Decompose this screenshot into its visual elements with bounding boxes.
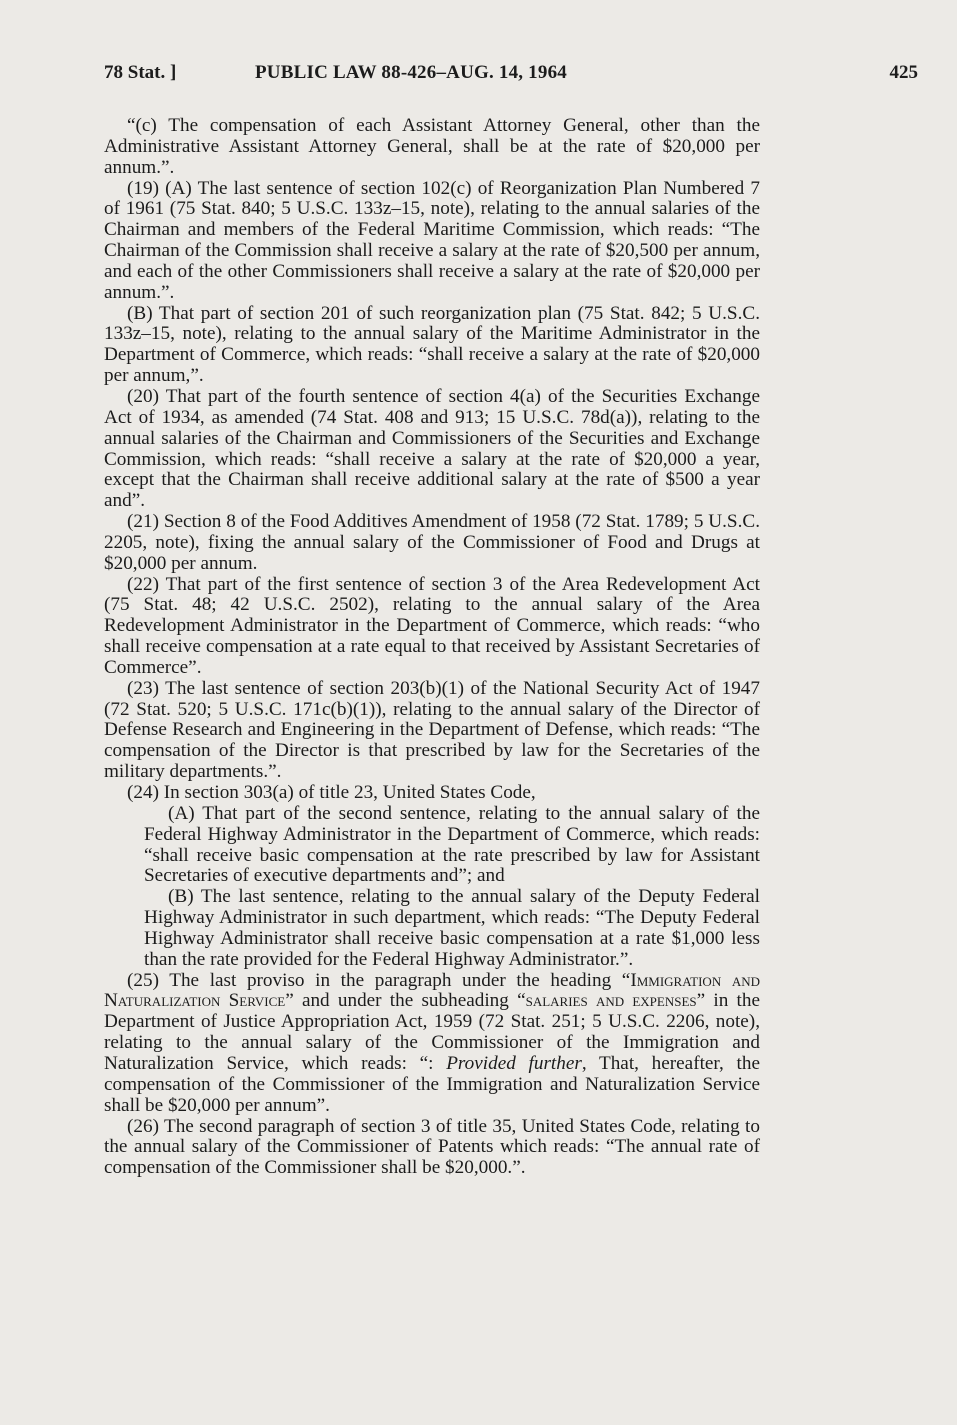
paragraph: (26) The second paragraph of section 3 of title 35, United States Code, relating to the annual salary of the Commissioner of Patents which reads: “The annual rate of compensation of the Commissioner shall be $20,000.”.: [104, 1115, 760, 1179]
paragraph: (20) That part of the fourth sentence of section 4(a) of the Securities Exchange Act of 1934, as amended (74 Stat. 408 and 913; 15 U.S.C. 78d(a)), relating to the annual salaries of the Chairman and Commissioners of the Securities and Exchange Commission, which reads: “shall receive a salary at the rate of $20,000 a year, except that the Chairman shall receive additional salary at the rate of $500 a year and”.: [104, 385, 760, 512]
volume-citation: 78 Stat. ]: [104, 62, 177, 83]
paragraph: (22) That part of the first sentence of section 3 of the Area Redevelopment Act (75 Stat. 48; 42 U.S.C. 2502), relating to the annual salary of the Area Redevelopment Administrator in the Department of Commerce, which reads: “who shall receive compensation at a rate equal to that received by Assistant Secretaries of Commerce”.: [104, 573, 760, 678]
paragraph: “(c) The compensation of each Assistant Attorney General, other than the Administrative Assistant Attorney General, shall be at the rate of $20,000 per annum.”.: [104, 115, 760, 178]
subparagraph: (A) That part of the second sentence, relating to the annual salary of the Federal Highway Administrator in the Department of Commerce, which reads: “shall receive basic compensation at the rate prescribed by law for Assistant Secretaries of executive departments and”; and: [144, 802, 760, 887]
para25-tail: , That, hereafter, the compensation of the Commissioner of the Immigration and Naturalization Service shall be $20,000 per annum”.: [104, 1052, 760, 1116]
para25-lead: (25) The last proviso in the paragraph under the heading “: [127, 969, 631, 991]
paragraph: (B) That part of section 201 of such reorganization plan (75 Stat. 842; 5 U.S.C. 133z–15, note), relating to the annual salary of the Maritime Administrator in the Department of Commerce, which reads: “shall receive a salary at the rate of $20,000 per annum,”.: [104, 302, 760, 387]
page-number: 425: [889, 62, 918, 83]
page-header: [104, 62, 918, 88]
paragraph: (24) In section 303(a) of title 23, United States Code,: [127, 782, 536, 803]
statute-text: [104, 116, 760, 1179]
paragraph: (23) The last sentence of section 203(b)(1) of the National Security Act of 1947 (72 Stat. 520; 5 U.S.C. 171c(b)(1)), relating to the annual salary of the Director of Defense Research and Engineering in the Department of Defense, which reads: “The compensation of the Director is that prescribed by law for the Secretaries of the military departments.”.: [104, 677, 760, 783]
para25-mid2: ” in the Department of Justice Appropriation Act, 1959 (72 Stat. 251; 5 U.S.C. 2206, note), relating to the annual salary of the Commissioner of the Immigration and Naturalization Service, which reads: “:: [104, 990, 760, 1074]
paragraph-25: [104, 971, 760, 1117]
running-title: PUBLIC LAW 88-426–AUG. 14, 1964: [255, 62, 567, 83]
subheading-name: salaries and expenses: [525, 990, 697, 1012]
emphasis-text: Provided further: [446, 1052, 582, 1074]
para25-mid1: ” and under the subheading “: [285, 990, 526, 1012]
paragraph: (19) (A) The last sentence of section 102(c) of Reorganization Plan Numbered 7 of 1961 (75 Stat. 840; 5 U.S.C. 133z–15, note), relating to the annual salaries of the Chairman and members of the Federal Maritime Commission, which reads: “The Chairman of the Commission shall receive a salary at the rate of $20,500 per annum, and each of the other Commissioners shall receive a salary at the rate of $20,000 per annum.”.: [104, 177, 760, 303]
paragraph: (21) Section 8 of the Food Additives Amendment of 1958 (72 Stat. 1789; 5 U.S.C. 2205, note), fixing the annual salary of the Commissioner of Food and Drugs at $20,000 per annum.: [104, 511, 760, 574]
heading-name: Immigration and Naturalization Service: [104, 969, 760, 1012]
subparagraph: (B) The last sentence, relating to the annual salary of the Deputy Federal Highway Administrator in such department, which reads: “The Deputy Federal Highway Administrator shall receive basic compensation at a rate $1,000 less than the rate provided for the Federal Highway Administrator.”.: [144, 886, 760, 970]
